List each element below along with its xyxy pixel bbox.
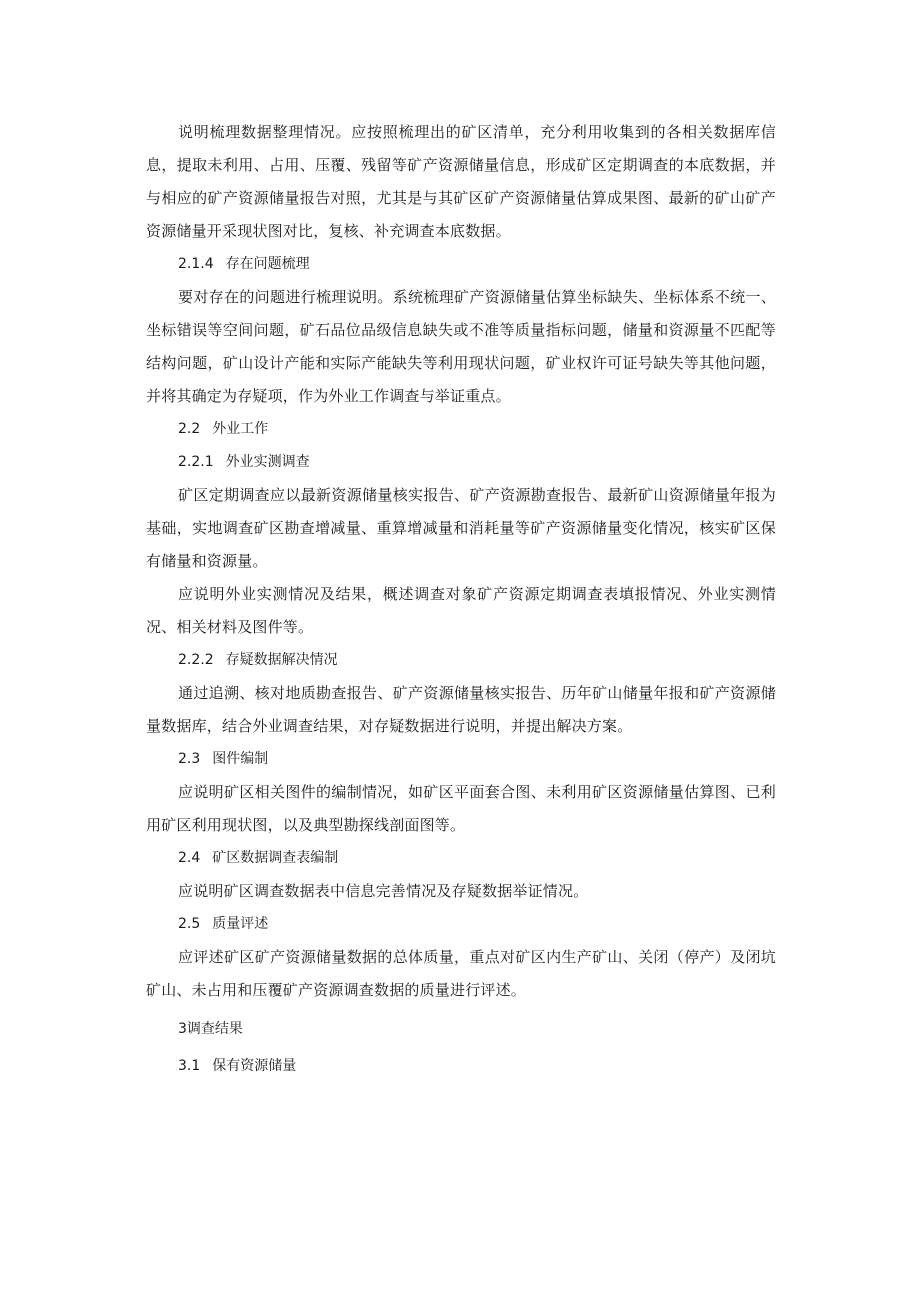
document-page bbox=[146, 116, 776, 1083]
section-title: 保有资源储量 bbox=[212, 1058, 297, 1074]
paragraph-doubtful-data: 通过追溯、核对地质勘查报告、矿产资源储量核实报告、历年矿山储量年报和矿产资源储量数据库，结合外业调查结果，对存疑数据进行说明，并提出解决方案。 bbox=[146, 684, 776, 735]
section-title: 存在问题梳理 bbox=[225, 256, 310, 272]
section-number: 2.3 bbox=[178, 751, 201, 767]
paragraph-field-survey-results: 应说明外业实测情况及结果，概述调查对象矿产资源定期调查表填报情况、外业实测情况、相关材料及图件等。 bbox=[146, 585, 776, 636]
section-title: 质量评述 bbox=[212, 916, 269, 932]
section-heading-2-4 bbox=[146, 842, 776, 875]
section-number: 2.2 bbox=[178, 421, 201, 437]
section-title: 调查结果 bbox=[186, 1021, 243, 1037]
section-number: 2.2.1 bbox=[178, 454, 214, 470]
section-number: 2.4 bbox=[178, 850, 201, 866]
section-heading-2-1-4 bbox=[146, 248, 776, 281]
section-heading-3-1 bbox=[146, 1050, 776, 1083]
section-title: 外业工作 bbox=[212, 421, 269, 437]
section-title: 图件编制 bbox=[212, 751, 269, 767]
paragraph-quality-review: 应评述矿区矿产资源储量数据的总体质量，重点对矿区内生产矿山、关闭（停产）及闭坑矿山、未占用和压覆矿产资源调查数据的质量进行评述。 bbox=[146, 948, 776, 999]
section-number: 3.1 bbox=[178, 1058, 201, 1074]
section-heading-2-5 bbox=[146, 908, 776, 941]
section-heading-2-2-1 bbox=[146, 446, 776, 479]
section-heading-2-2 bbox=[146, 413, 776, 446]
section-heading-2-2-2 bbox=[146, 644, 776, 677]
section-heading-3 bbox=[146, 1013, 776, 1046]
section-title: 外业实测调查 bbox=[225, 454, 310, 470]
section-number: 2.2.2 bbox=[178, 652, 214, 668]
section-number: 2.5 bbox=[178, 916, 201, 932]
paragraph-issue-review: 要对存在的问题进行梳理说明。系统梳理矿产资源储量估算坐标缺失、坐标体系不统一、坐标错误等空间问题，矿石品位品级信息缺失或不准等质量指标问题，储量和资源量不匹配等结构问题，矿山设计产能和实际产能缺失等利用现状问题，矿业权许可证号缺失等其他问题，并将其确定为存疑项，作为外业工作调查与举证重点。 bbox=[146, 288, 776, 405]
paragraph-map-compilation: 应说明矿区相关图件的编制情况，如矿区平面套合图、未利用矿区资源储量估算图、已利用矿区利用现状图，以及典型勘探线剖面图等。 bbox=[146, 783, 776, 834]
paragraph-data-organization: 说明梳理数据整理情况。应按照梳理出的矿区清单，充分利用收集到的各相关数据库信息，提取未利用、占用、压覆、残留等矿产资源储量信息，形成矿区定期调查的本底数据，并与相应的矿产资源储量报告对照，尤其是与其矿区矿产资源储量估算成果图、最新的矿山矿产资源储量开采现状图对比，复核、补充调查本底数据。 bbox=[146, 123, 776, 240]
section-title: 矿区数据调查表编制 bbox=[212, 850, 339, 866]
section-number: 3 bbox=[178, 1021, 187, 1037]
paragraph-field-survey-basis: 矿区定期调查应以最新资源储量核实报告、矿产资源勘查报告、最新矿山资源储量年报为基础，实地调查矿区勘查增减量、重算增减量和消耗量等矿产资源储量变化情况，核实矿区保有储量和资源量。 bbox=[146, 486, 776, 570]
section-number: 2.1.4 bbox=[178, 256, 214, 272]
section-title: 存疑数据解决情况 bbox=[225, 652, 338, 668]
section-heading-2-3 bbox=[146, 743, 776, 776]
paragraph-survey-table: 应说明矿区调查数据表中信息完善情况及存疑数据举证情况。 bbox=[178, 882, 589, 900]
